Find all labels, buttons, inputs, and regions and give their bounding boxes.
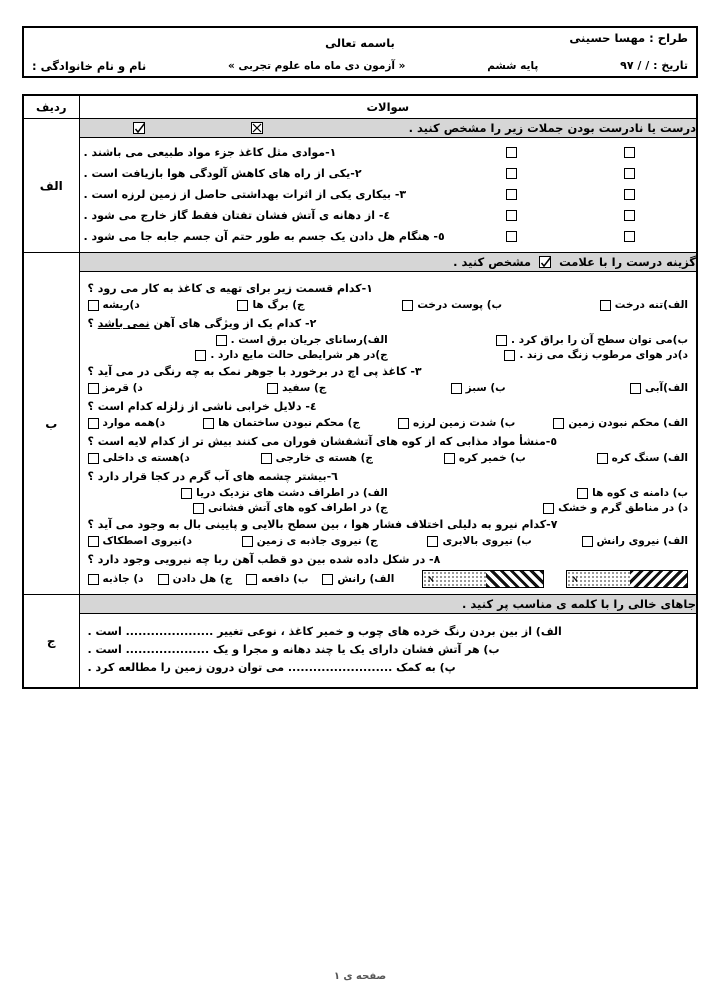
table-header-row <box>23 95 697 119</box>
option-item[interactable] <box>600 299 688 311</box>
row-label-alef: الف <box>23 119 79 253</box>
question-text: ۷-کدام نیرو به دلیلی اختلاف فشار هوا ، بین سطح بالایی و پایینی بال به وجود می آید ؟ <box>87 518 558 531</box>
student-name-field[interactable]: نام و نام خانوادگی : <box>32 58 147 73</box>
option-item[interactable] <box>88 502 388 514</box>
question-text: ۳- کاغذ پی اچ در برخورد با جوهر نمک به چه رنگی در می آید ؟ <box>87 365 422 378</box>
option-checkbox-icon[interactable] <box>88 574 99 585</box>
option-label: ب)می توان سطح آن را براق کرد . <box>511 334 688 346</box>
option-label: ج) هل دادن <box>172 573 233 585</box>
option-item[interactable] <box>158 573 233 585</box>
section-jim-title: جاهای خالی را با کلمه ی مناسب پر کنید . <box>461 597 696 611</box>
question-options <box>88 349 689 361</box>
option-item[interactable] <box>261 452 373 464</box>
option-item[interactable] <box>582 535 689 547</box>
option-item[interactable] <box>242 535 378 547</box>
option-checkbox-icon[interactable] <box>216 335 227 346</box>
truefalse-item <box>80 226 697 247</box>
truefalse-list <box>80 138 697 252</box>
checkbox-false-icon[interactable] <box>624 147 635 158</box>
basmala-text: باسمه تعالی <box>325 35 395 50</box>
option-item[interactable] <box>246 573 308 585</box>
option-item[interactable] <box>597 452 688 464</box>
x-box-icon <box>251 122 263 134</box>
option-item[interactable] <box>88 452 190 464</box>
option-checkbox-icon[interactable] <box>451 383 462 394</box>
section-alef-title-row <box>23 119 697 138</box>
option-label: د)در هوای مرطوب زنگ می زند . <box>519 349 688 361</box>
option-label: د) قرمز <box>102 382 143 394</box>
question-text-part: ۲- کدام یک از ویژگی های آهن <box>149 317 317 330</box>
pole-label-n: N <box>428 574 434 584</box>
option-checkbox-icon[interactable] <box>427 536 438 547</box>
option-item[interactable] <box>451 382 506 394</box>
option-label: د) جاذبه <box>102 573 144 585</box>
page-footer <box>0 971 720 982</box>
magnet-figure <box>422 570 688 588</box>
page-number-label: صفحه ی ۱ <box>333 971 387 982</box>
fill-blank-item[interactable]: پ) به کمک ......................... می توان درون زمین را مطالعه کرد . <box>87 661 456 674</box>
option-item[interactable] <box>402 299 502 311</box>
question-options <box>88 417 689 429</box>
pole-label-n: N <box>572 574 578 584</box>
truefalse-legend <box>80 119 316 137</box>
checkbox-slot-true[interactable] <box>452 147 570 158</box>
section-be-title-bar <box>79 253 697 272</box>
truefalse-statement-text: ٤- از دهانه ی آتش فشان تفتان فقط گاز خارج می شود . <box>83 209 391 222</box>
option-item[interactable] <box>388 502 688 514</box>
check-box-icon <box>133 122 145 134</box>
exam-date-field[interactable]: تاریخ : / / ۹۷ <box>620 59 688 72</box>
option-label: د)هسته ی داخلی <box>102 452 190 464</box>
designer-label: طراح : مهسا حسینی <box>569 31 688 45</box>
checkbox-slot-false[interactable] <box>570 168 688 179</box>
questions-table <box>22 94 698 689</box>
option-label: ب) خمیر کره <box>458 452 526 464</box>
truefalse-item <box>80 163 697 184</box>
option-label: ب) دافعه <box>261 573 309 585</box>
checkbox-false-icon[interactable] <box>624 189 635 200</box>
option-label: ب) شدت زمین لرزه <box>413 417 516 429</box>
checkbox-slot-false[interactable] <box>570 189 688 200</box>
question-text: ٦-بیشتر چشمه های آب گرم در کجا قرار دارد ؟ <box>87 470 338 483</box>
truefalse-checkboxes <box>452 189 688 200</box>
header-box <box>22 26 698 78</box>
question-text-tail: ؟ <box>87 317 98 330</box>
question-options <box>88 299 689 311</box>
magnet-south-hatch <box>486 571 544 587</box>
section-alef-title: درست یا نادرست بودن جملات زیر را مشخص کنید . <box>408 121 696 135</box>
checkbox-slot-true[interactable] <box>452 189 570 200</box>
question-text: ٤- دلایل خرابی ناشی از زلزله کدام است ؟ <box>87 400 317 413</box>
checkbox-slot-true[interactable] <box>452 231 570 242</box>
option-checkbox-icon[interactable] <box>444 453 455 464</box>
truefalse-item <box>80 205 697 226</box>
truefalse-statement-text: ۲-یکی از راه های کاهش آلودگی هوا بازیافت است . <box>83 167 362 180</box>
truefalse-item <box>80 142 697 163</box>
truefalse-checkboxes <box>452 168 688 179</box>
checkbox-slot-false[interactable] <box>570 210 688 221</box>
option-checkbox-icon[interactable] <box>630 383 641 394</box>
checkbox-true-icon[interactable] <box>506 231 517 242</box>
checkbox-true-icon[interactable] <box>506 168 517 179</box>
checkbox-slot-false[interactable] <box>570 231 688 242</box>
question-options <box>88 334 689 346</box>
checkbox-false-icon[interactable] <box>624 231 635 242</box>
option-label: الف) رانش <box>337 573 395 585</box>
question-text: ۱-کدام قسمت زیر برای تهیه ی کاغذ به کار می رود ؟ <box>87 282 373 295</box>
option-checkbox-icon[interactable] <box>504 350 515 361</box>
question-text <box>88 317 689 330</box>
option-item[interactable] <box>88 417 166 429</box>
truefalse-statement-text: ۳- بیکاری یکی از اثرات بهداشتی حاصل از زمین لرزه است . <box>83 188 407 201</box>
section-jim-title-row <box>23 595 697 614</box>
option-label: د)نیروی اصطکاک <box>102 535 193 547</box>
question-text: ٥-منشأ مواد مذابی که از کوه های آتشفشان فوران می کنند بیش تر از کدام لایه است ؟ <box>87 435 558 448</box>
question-options <box>88 535 689 547</box>
option-checkbox-icon[interactable] <box>543 503 554 514</box>
option-label: د)همه موارد <box>102 417 166 429</box>
question-options <box>88 573 395 585</box>
checkbox-false-icon[interactable] <box>624 210 635 221</box>
checkbox-slot-false[interactable] <box>570 147 688 158</box>
section-be-title-pre: گزینه درست را با علامت <box>559 255 696 269</box>
section-jim-body-row <box>23 614 697 689</box>
question-options <box>88 487 689 499</box>
exam-title: « آزمون دی ماه ماه علوم تجربی » <box>227 59 406 72</box>
option-label: الف)آبی <box>644 382 688 394</box>
magnet-south-hatch <box>630 571 688 587</box>
option-label: الف)تنه درخت <box>614 299 688 311</box>
header-bottom-row <box>32 54 688 77</box>
option-label: ج) سفید <box>282 382 327 394</box>
option-checkbox-icon[interactable] <box>88 536 99 547</box>
option-checkbox-icon[interactable] <box>88 300 99 311</box>
option-label: ج) در اطراف کوه های آتش فشانی <box>208 502 388 514</box>
magnet-bar-left <box>566 570 688 588</box>
option-checkbox-icon[interactable] <box>242 536 253 547</box>
option-item[interactable] <box>88 535 193 547</box>
question-options <box>88 452 689 464</box>
option-item[interactable] <box>630 382 688 394</box>
section-be-body-row <box>23 272 697 595</box>
section-be-title-row <box>23 253 697 272</box>
option-item[interactable] <box>398 417 515 429</box>
option-item[interactable] <box>203 417 360 429</box>
question-text-emphasis: نمی باشد <box>97 317 150 330</box>
option-label: د)ریشه <box>102 299 140 311</box>
option-item[interactable] <box>88 299 140 311</box>
option-label: ب) نیروی بالابری <box>442 535 532 547</box>
section-alef-body-row <box>23 138 697 253</box>
magnet-bar-right <box>422 570 544 588</box>
column-header-radif: ردیف <box>23 95 79 119</box>
option-checkbox-icon[interactable] <box>195 350 206 361</box>
question-options <box>88 502 689 514</box>
option-checkbox-icon[interactable] <box>267 383 278 394</box>
option-checkbox-icon[interactable] <box>496 335 507 346</box>
option-label: ب) سبز <box>465 382 506 394</box>
option-checkbox-icon[interactable] <box>600 300 611 311</box>
truefalse-statement-text: ۱-موادی مثل کاغذ جزء مواد طبیعی می باشند . <box>83 146 337 159</box>
row-label-be: ب <box>23 253 79 595</box>
checkbox-true-icon[interactable] <box>506 210 517 221</box>
option-item[interactable] <box>88 487 388 499</box>
option-item[interactable] <box>88 382 143 394</box>
truefalse-checkboxes <box>452 147 688 158</box>
checkbox-true-icon[interactable] <box>506 147 517 158</box>
option-item[interactable] <box>267 382 326 394</box>
truefalse-item <box>80 184 697 205</box>
option-label: ج) برگ ها <box>252 299 305 311</box>
option-item[interactable] <box>388 349 688 361</box>
option-label: ب) پوست درخت <box>417 299 503 311</box>
option-label: ج) هسته ی خارجی <box>275 452 373 464</box>
magnet-north-pole <box>423 571 486 587</box>
header-top-row <box>32 31 688 54</box>
multiple-choice-list <box>80 272 697 594</box>
option-item[interactable] <box>427 535 531 547</box>
fill-blanks-list <box>80 614 697 687</box>
truefalse-checkboxes <box>452 231 688 242</box>
section-alef-title-bar <box>79 119 697 138</box>
option-checkbox-icon[interactable] <box>203 418 214 429</box>
magnet-north-pole <box>567 571 630 587</box>
row-label-jim: ج <box>23 595 79 689</box>
legend-slot-true <box>80 122 198 134</box>
truefalse-statements-cell <box>79 138 697 253</box>
option-checkbox-icon[interactable] <box>88 383 99 394</box>
option-label: د) در مناطق گرم و خشک <box>558 502 688 514</box>
fill-blank-item[interactable]: الف) از بین بردن رنگ خرده های چوب و خمیر کاغذ ، نوعی تغییر ..................... است . <box>87 625 562 638</box>
option-label: ج)در هر شرایطی حالت مایع دارد . <box>210 349 388 361</box>
truefalse-checkboxes <box>452 210 688 221</box>
check-box-icon <box>539 256 551 268</box>
checkbox-true-icon[interactable] <box>506 189 517 200</box>
option-item[interactable] <box>88 349 388 361</box>
option-checkbox-icon[interactable] <box>597 453 608 464</box>
question-8-row <box>88 570 689 588</box>
option-checkbox-icon[interactable] <box>402 300 413 311</box>
option-label: الف) نیروی رانش <box>596 535 688 547</box>
option-item[interactable] <box>388 334 688 346</box>
option-label: الف) سنگ کره <box>611 452 688 464</box>
option-item[interactable] <box>88 573 144 585</box>
fill-blanks-cell <box>79 614 697 689</box>
option-checkbox-icon[interactable] <box>237 300 248 311</box>
legend-slot-false <box>198 122 316 134</box>
fill-blank-item[interactable]: ب) هر آتش فشان دارای یک یا چند دهانه و مجرا و یک .................... است . <box>87 643 500 656</box>
option-checkbox-icon[interactable] <box>398 418 409 429</box>
option-checkbox-icon[interactable] <box>88 418 99 429</box>
option-item[interactable] <box>322 573 394 585</box>
grade-label: پایه ششم <box>487 59 539 72</box>
option-checkbox-icon[interactable] <box>582 536 593 547</box>
option-checkbox-icon[interactable] <box>322 574 333 585</box>
option-item[interactable] <box>553 417 688 429</box>
option-checkbox-icon[interactable] <box>158 574 169 585</box>
option-label: ج) نیروی جاذبه ی زمین <box>256 535 378 547</box>
option-label: الف) محکم نبودن زمین <box>568 417 688 429</box>
checkbox-slot-true[interactable] <box>452 168 570 179</box>
option-checkbox-icon[interactable] <box>181 488 192 499</box>
option-checkbox-icon[interactable] <box>193 503 204 514</box>
option-checkbox-icon[interactable] <box>246 574 257 585</box>
question-text: ۸- در شکل داده شده بین دو قطب آهن ربا چه نیرویی وجود دارد ؟ <box>87 553 441 566</box>
multiple-choice-cell <box>79 272 697 595</box>
option-label: ج) محکم نبودن ساختمان ها <box>218 417 361 429</box>
option-checkbox-icon[interactable] <box>88 453 99 464</box>
truefalse-statement-text: ٥- هنگام هل دادن یک جسم به طور حتم آن جسم جابه جا می شود . <box>83 230 445 243</box>
option-item[interactable] <box>444 452 526 464</box>
option-label: ب) دامنه ی کوه ها <box>592 487 688 499</box>
section-jim-title-bar <box>79 595 697 614</box>
option-item[interactable] <box>237 299 304 311</box>
option-label: الف)رسانای جریان برق است . <box>230 334 388 346</box>
checkbox-false-icon[interactable] <box>624 168 635 179</box>
section-be-title-post: مشخص کنید . <box>453 255 532 269</box>
question-options <box>88 382 689 394</box>
option-item[interactable] <box>388 487 688 499</box>
checkbox-slot-true[interactable] <box>452 210 570 221</box>
column-header-questions: سوالات <box>79 95 697 119</box>
option-checkbox-icon[interactable] <box>577 488 588 499</box>
option-checkbox-icon[interactable] <box>553 418 564 429</box>
option-checkbox-icon[interactable] <box>261 453 272 464</box>
option-label: الف) در اطراف دشت های نزدیک دریا <box>196 487 388 499</box>
option-item[interactable] <box>88 334 388 346</box>
